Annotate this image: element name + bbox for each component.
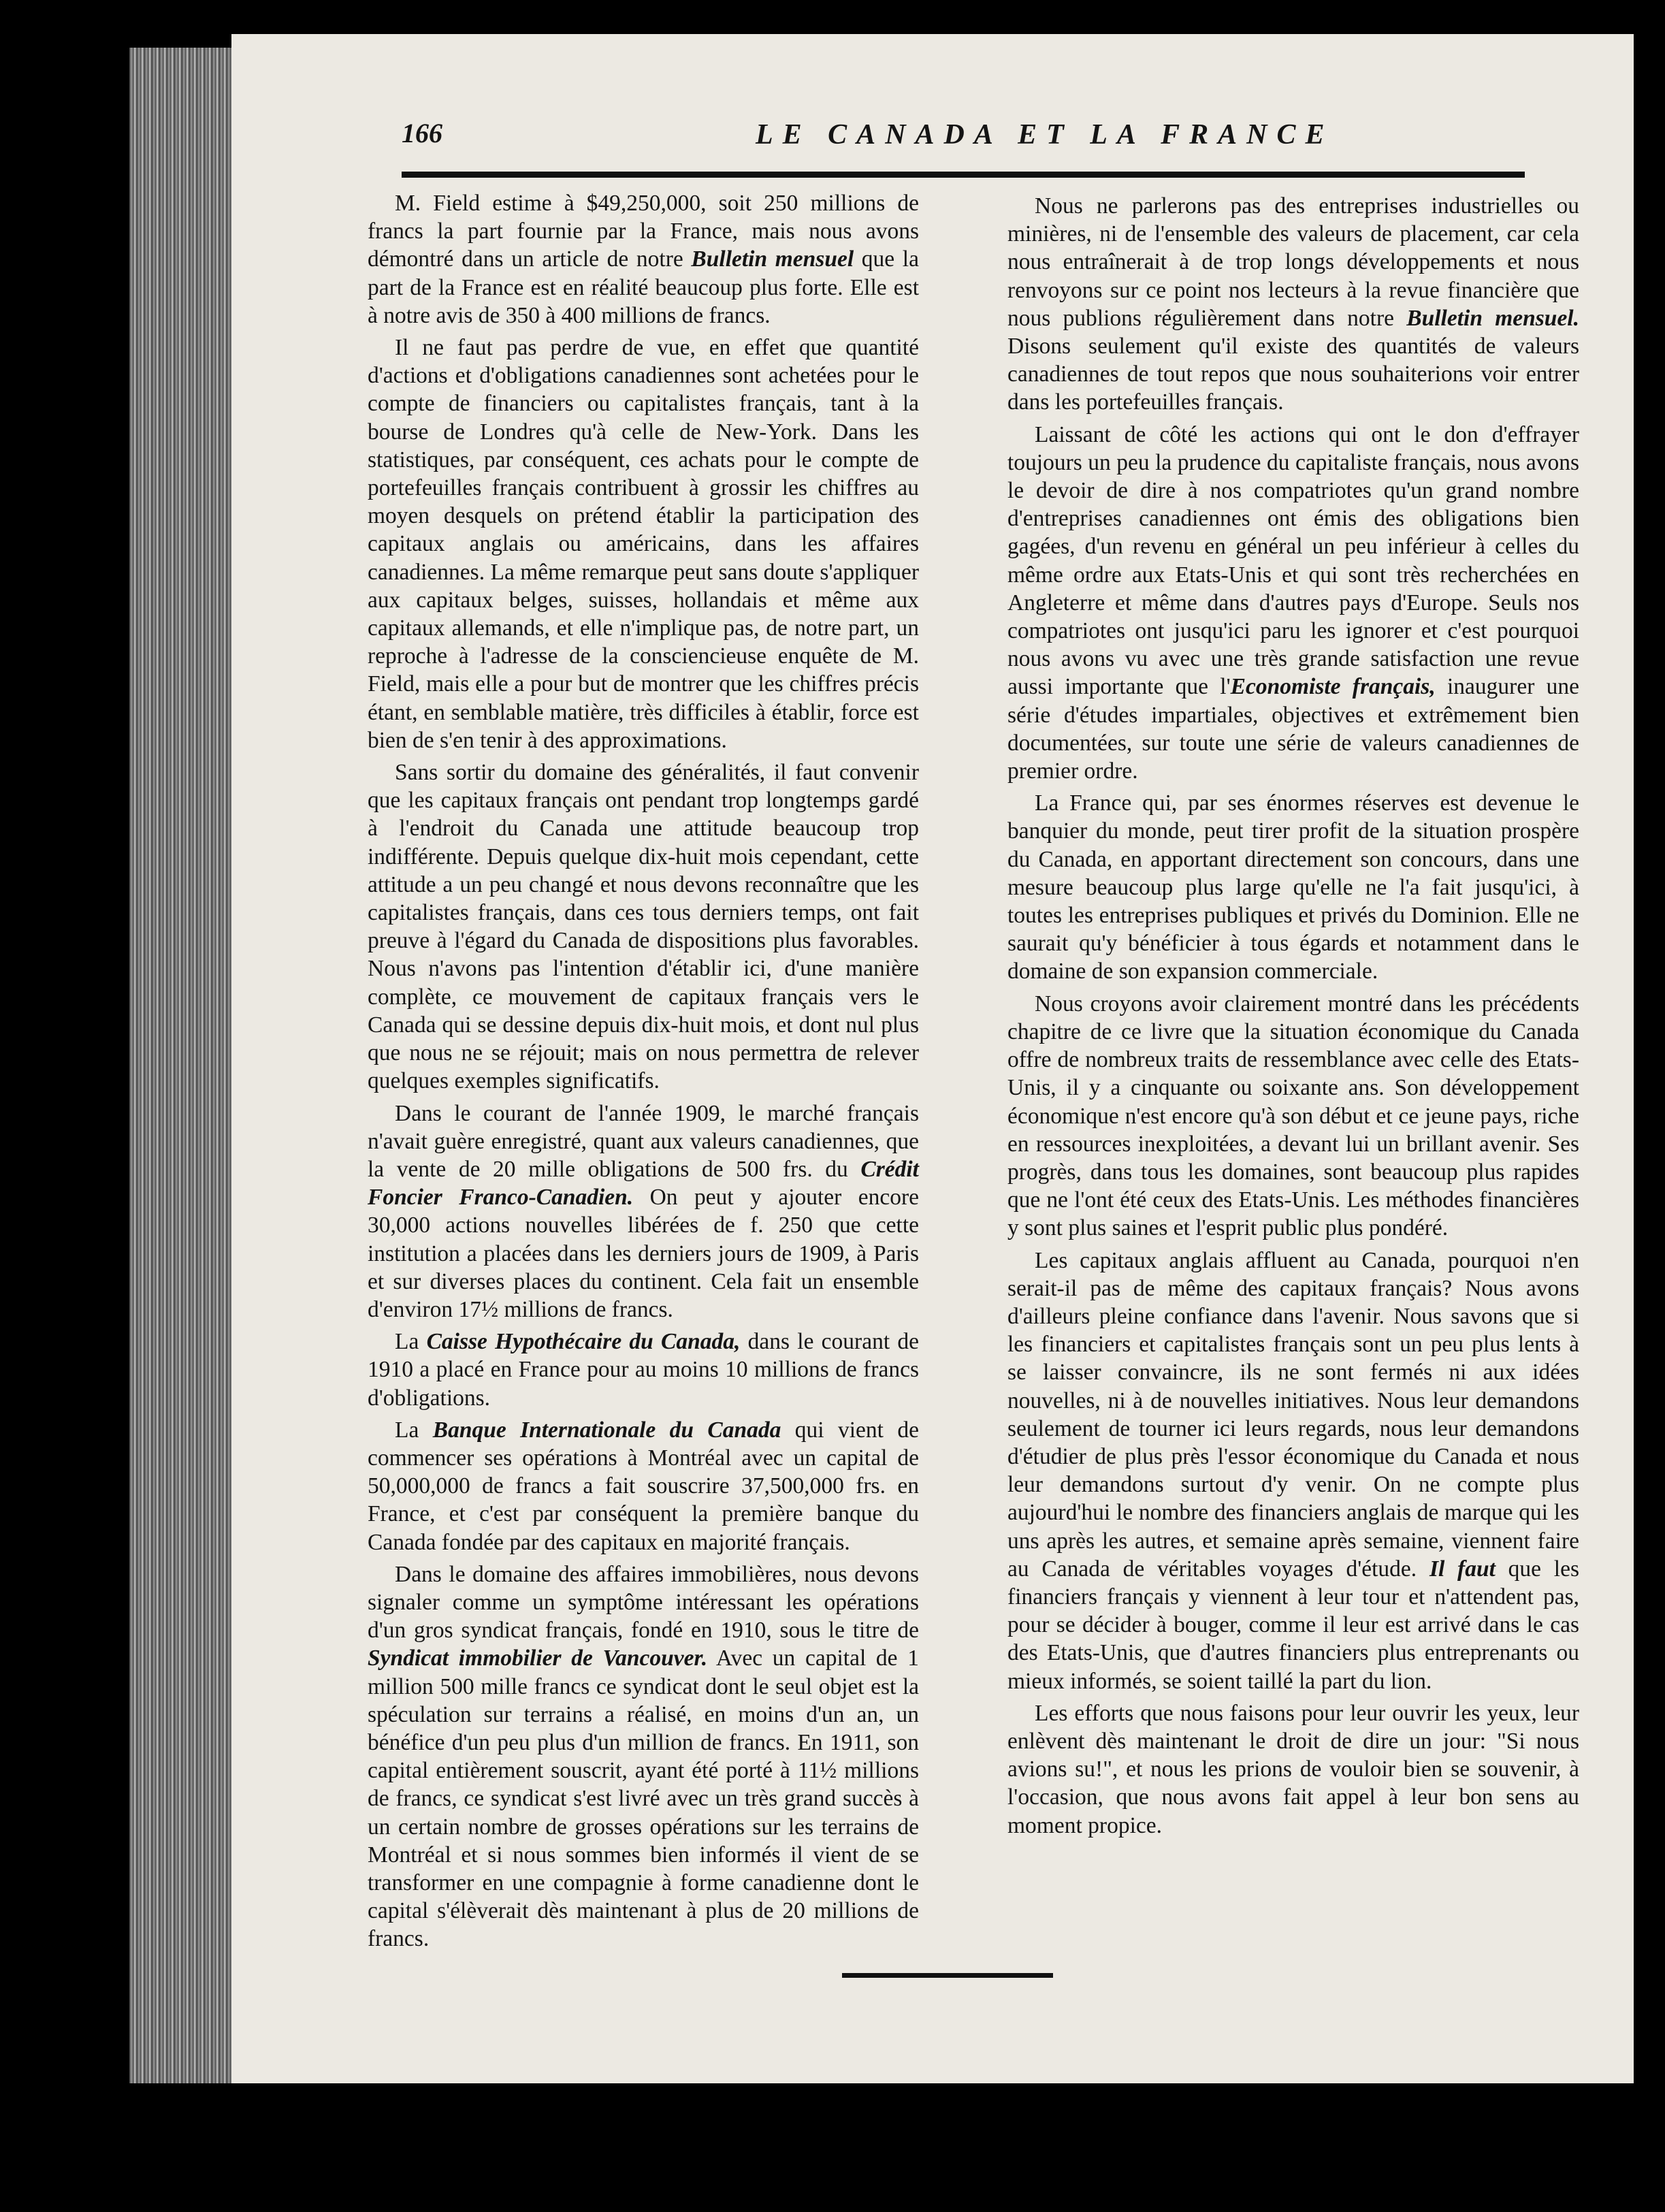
book-page: [231, 34, 1634, 2083]
paragraph: Dans le courant de l'année 1909, le marché français n'avait guère enregistré, quant aux valeurs canadiennes, que la vente de 20 mille obligations de 500 frs. du Crédit Foncier Franco-Canadien. On peut y ajouter encore 30,000 actions nouvelles libérées de f. 250 que cette institution a placées dans les derniers jours de 1909, à Paris et sur diverses places du continent. Cela fait un ensemble d'environ 17½ millions de francs.: [368, 1100, 919, 1322]
book-page-edges: [129, 48, 231, 2083]
closing-rule: [842, 1973, 1053, 1978]
paragraph: Nous ne parlerons pas des entreprises industrielles ou minières, ni de l'ensemble des valeurs de placement, car cela nous entraînerait à de trop longs développements et nous renvoyons sur ce point nos lecteurs à la revue financière que nous publions régulièrement dans notre Bulletin mensuel. Disons seulement qu'il existe des quantités de valeurs canadiennes de tout repos que nous souhaiterions voir entrer dans les portefeuilles français.: [1007, 193, 1579, 415]
paragraph: M. Field estime à $49,250,000, soit 250 millions de francs la part fournie par la France, mais nous avons démontré dans un article de notre Bulletin mensuel que la part de la France est en réalité beaucoup plus forte. Elle est à notre avis de 350 à 400 millions de francs.: [368, 191, 919, 328]
paragraph: Sans sortir du domaine des généralités, il faut convenir que les capitaux français ont pendant trop longtemps gardé à l'endroit du Canada une attitude beaucoup trop indifférente. Depuis quelque dix-huit mois cependant, cette attitude a un peu changé et nous devons reconnaître que les capitalistes français, dans ces tous derniers temps, ont fait preuve à l'égard du Canada de dispositions plus favorables. Nous n'avons pas l'intention d'établir ici, d'une manière complète, ce mouvement de capitaux français vers le Canada qui se dessine depuis dix-huit mois, et dont nul plus que nous ne se réjouit; mais on nous permettra de relever quelques exemples significatifs.: [368, 760, 919, 1094]
page-number: 166: [402, 118, 442, 148]
left-column: [368, 189, 919, 1953]
paragraph: Dans le domaine des affaires immobilières, nous devons signaler comme un symptôme intéressant les opérations d'un gros syndicat français, fondé en 1910, sous le titre de Syndicat immobilier de Vancouver. Avec un capital de 1 million 500 mille francs ce syndicat dont le seul objet est la spéculation sur terrains a réalisé, en moins d'un an, un bénéfice d'un peu plus d'un million de francs. En 1911, son capital entièrement souscrit, ayant été porté à 11½ millions de francs, ce syndicat s'est livré avec un très grand succès à un certain nombre de grosses opérations sur les terrains de Montréal et si nous sommes bien informés il vient de se transformer en une compagnie à forme canadienne dont le capital s'élèverait dès maintenant à plus de 20 millions de francs.: [368, 1561, 919, 1952]
right-column: [1007, 192, 1579, 1840]
page-header: [402, 117, 1525, 178]
paragraph: La France qui, par ses énormes réserves est devenue le banquier du monde, peut tirer profit de la situation prospère du Canada, en apportant directement son concours, dans une mesure beaucoup plus large qu'elle ne l'a fait jusqu'ici, à toutes les entreprises publiques et privés du Dominion. Elle ne saurait qu'y bénéficier à tous égards et notamment dans le domaine de son expansion commerciale.: [1007, 790, 1579, 984]
paragraph: Les efforts que nous faisons pour leur ouvrir les yeux, leur enlèvent dès maintenant le droit de dire un jour: "Si nous avions su!", et nous les prions de vouloir bien se souvenir, à l'occasion, que nous avons fait appel à leur bon sens au moment propice.: [1007, 1700, 1579, 1838]
paragraph: La Caisse Hypothécaire du Canada, dans le courant de 1910 a placé en France pour au moins 10 millions de francs d'obligations.: [368, 1329, 919, 1411]
paragraph: La Banque Internationale du Canada qui vient de commencer ses opérations à Montréal avec un capital de 50,000,000 de francs a fait souscrire 37,500,000 frs. en France, et c'est par conséquent la première banque du Canada fondée par des capitaux en majorité français.: [368, 1417, 919, 1555]
paragraph: Il ne faut pas perdre de vue, en effet que quantité d'actions et d'obligations canadiennes sont achetées pour le compte de financiers ou capitalistes français, tant à la bourse de Londres qu'à celle de New-York. Dans les statistiques, par conséquent, ces achats pour le compte de portefeuilles français contribuent à grossir les chiffres au moyen desquels on prétend établir la participation des capitaux anglais ou américains, dans les affaires canadiennes. La même remarque peut sans doute s'appliquer aux capitaux belges, suisses, hollandais et même aux capitaux allemands, et elle n'implique pas, de notre part, un reproche à l'adresse de la consciencieuse enquête de M. Field, mais elle a pour but de montrer que les chiffres précis étant, en semblable matière, très difficiles à établir, force est bien de s'en tenir à des approximations.: [368, 335, 919, 753]
paragraph: Les capitaux anglais affluent au Canada, pourquoi n'en serait-il pas de même des capitaux français? Nous avons d'ailleurs pleine confiance dans l'avenir. Nous savons que si les financiers et capitalistes français sont un peu plus lents à se laisser convaincre, ils ne sont fermés ni aux idées nouvelles, ni à de nouvelles initiatives. Nous leur demandons seulement de tourner ici leurs regards, nous leur demandons d'étudier de plus près l'essor économique du Canada et nous leur demandons surtout d'y venir. On ne compte plus aujourd'hui le nombre des financiers anglais de marque qui les uns après les autres, et semaine après semaine, viennent faire au Canada de véritables voyages d'étude. Il faut que les financiers français y viennent à leur tour et n'attendent pas, pour se décider à bouger, comme il leur est arrivé dans le cas des Etats-Unis, que d'autres financiers plus entreprenants ou mieux informés, se soient taillé la part du lion.: [1007, 1247, 1579, 1694]
paragraph: Nous croyons avoir clairement montré dans les précédents chapitre de ce livre que la situation économique du Canada offre de nombreux traits de ressemblance avec celle des Etats-Unis, il y a cinquante ou soixante ans. Son développement économique n'est encore qu'à son début et ce jeune pays, riche en ressources inexploitées, a devant lui un brillant avenir. Ses progrès, dans tous les domaines, sont beaucoup plus rapides que ne l'ont été ceux des Etats-Unis. Les méthodes financières y sont plus saines et l'esprit public plus pondéré.: [1007, 991, 1579, 1241]
running-title: LE CANADA ET LA FRANCE: [756, 119, 1334, 150]
paragraph: Laissant de côté les actions qui ont le don d'effrayer toujours un peu la prudence du capitaliste français, nous avons le devoir de dire à nos compatriotes qu'un grand nombre d'entreprises canadiennes ont émis des obligations bien gagées, d'un revenu en général un peu inférieur à celles du même ordre aux Etats-Unis et qui sont très recherchées en Angleterre et même dans d'autres pays d'Europe. Seuls nos compatriotes ont jusqu'ici paru les ignorer et c'est pourquoi nous avons vu avec une très grande satisfaction une revue aussi importante que l'Economiste français, inaugurer une série d'études impartiales, objectives et extrêmement bien documentées, sur toute une série de valeurs canadiennes de premier ordre.: [1007, 421, 1579, 784]
